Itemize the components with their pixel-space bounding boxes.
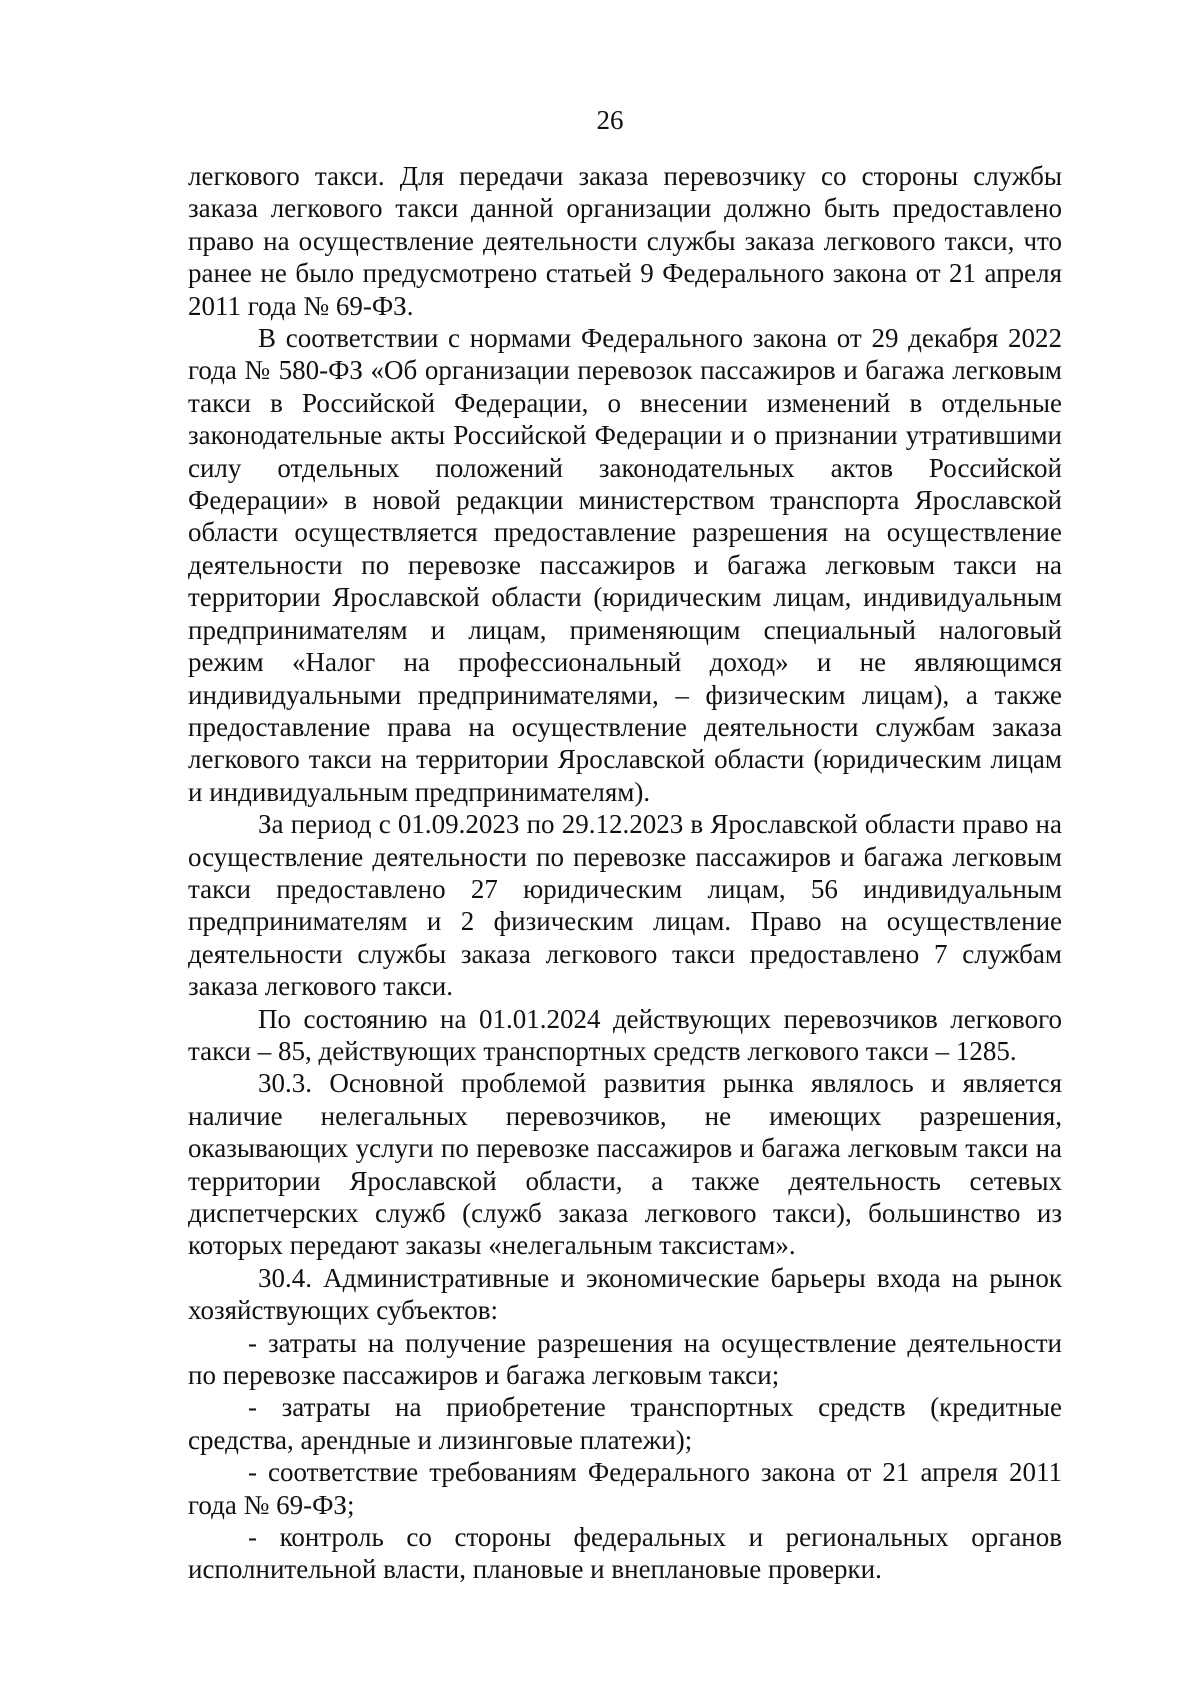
document-body bbox=[188, 160, 1062, 1586]
list-item: - контроль со стороны федеральных и региональных органов исполнительной власти, плановые и внеплановые проверки. bbox=[188, 1522, 1062, 1585]
paragraph-federal-law-580: В соответствии с нормами Федерального закона от 29 декабря 2022 года № 580-ФЗ «Об организации перевозок пассажиров и багажа легковым такси в Российской Федерации, о внесении изменений в отдельные законодательные акты Российской Федерации и о признании утратившими силу отдельных положений законодательных актов Российской Федерации» в новой редакции министерством транспорта Ярославской области осуществляется предоставление разрешения на осуществление деятельности по перевозке пассажиров и багажа легковым такси на территории Ярославской области (юридическим лицам, индивидуальным предпринимателям и лицам, применяющим специальный налоговый режим «Налог на профессиональный доход» и не являющимся индивидуальными предпринимателями, – физическим лицам), а также предоставление права на осуществление деятельности службам заказа легкового такси на территории Ярославской области (юридическим лицам и индивидуальным предпринимателям). bbox=[188, 323, 1062, 807]
paragraph-continuation: легкового такси. Для передачи заказа перевозчику со стороны службы заказа легкового такси данной организации должно быть предоставлено право на осуществление деятельности службы заказа легкового такси, что ранее не было предусмотрено статьей 9 Федерального закона от 21 апреля 2011 года № 69-ФЗ. bbox=[188, 161, 1062, 321]
paragraph-status-2024: По состоянию на 01.01.2024 действующих перевозчиков легкового такси – 85, действующих транспортных средств легкового такси – 1285. bbox=[188, 1003, 1062, 1066]
paragraph-section-30-4: 30.4. Административные и экономические барьеры входа на рынок хозяйствующих субъектов: bbox=[188, 1262, 1062, 1326]
paragraph-period-statistics: За период с 01.09.2023 по 29.12.2023 в Ярославской области право на осуществление деятельности по перевозке пассажиров и багажа легковым такси предоставлено 27 юридическим лицам, 56 индивидуальным предпринимателям и 2 физическим лицам. Право на осуществление деятельности службы заказа легкового такси предоставлено 7 службам заказа легкового такси. bbox=[188, 809, 1062, 1002]
page-number: 26 bbox=[596, 105, 624, 135]
list-item: - затраты на получение разрешения на осуществление деятельности по перевозке пассажиров и багажа легковым такси; bbox=[188, 1327, 1062, 1391]
list-item: - затраты на приобретение транспортных средств (кредитные средства, арендные и лизинговые платежи); bbox=[188, 1392, 1062, 1455]
paragraph-section-30-3: 30.3. Основной проблемой развития рынка являлось и является наличие нелегальных перевозчиков, не имеющих разрешения, оказывающих услуги по перевозке пассажиров и багажа легковым такси на территории Ярославской области, а также деятельность сетевых диспетчерских служб (служб заказа легкового такси), большинство из которых передают заказы «нелегальным таксистам». bbox=[188, 1068, 1062, 1261]
list-item: - соответствие требованиям Федерального закона от 21 апреля 2011 года № 69-ФЗ; bbox=[188, 1457, 1062, 1520]
